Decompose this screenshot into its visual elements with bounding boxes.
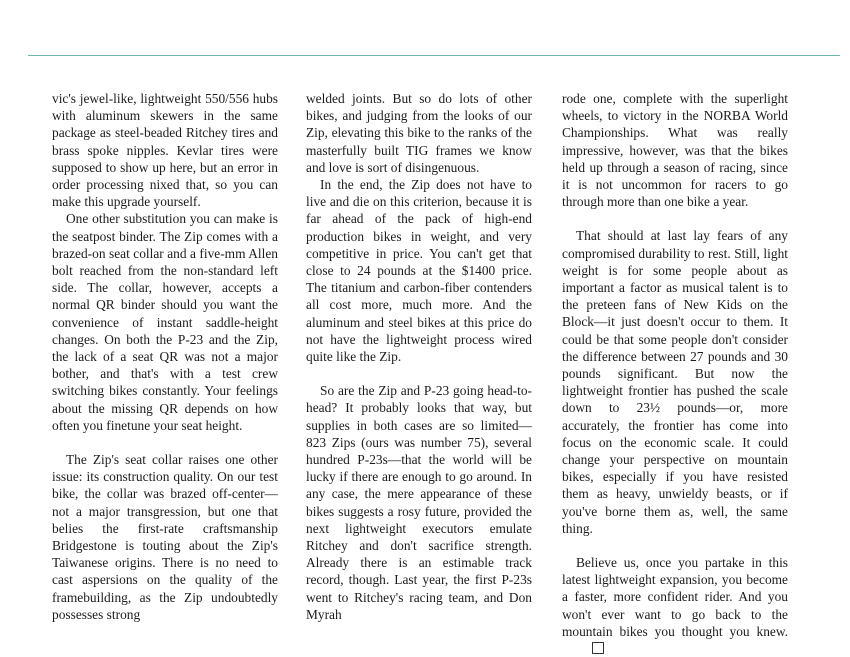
article-column-3 bbox=[562, 90, 788, 657]
paragraph: rode one, complete with the superlight wheels, to victory in the NORBA World Championships. What was really impressive, however, was that the bikes held up through a season of racing, since it is not uncommon for racers to go through more than one bike a year. bbox=[562, 91, 788, 210]
paragraph: So are the Zip and P-23 going head-to-head? It probably looks that way, but supplies in both cases are so limited—823 Zips (ours was number 75), several hundred P-23s—that the world will be lucky if there are enough to go around. In any case, the mere appearance of these bikes suggests a rosy future, provided the next lightweight executors emulate Ritchey and don't sacrifice strength. Already there is an estimable track record, though. Last year, the first P-23s went to Ritchey's racing team, and Don Myrah bbox=[306, 383, 532, 622]
paragraph-text: Believe us, once you partake in this latest lightweight expansion, you become a faster, more confident rider. And you won't ever want to go back to the mountain bikes you thought you knew. bbox=[562, 555, 788, 639]
paragraph-final bbox=[562, 554, 788, 657]
header-rule bbox=[28, 55, 840, 56]
article-column-1 bbox=[52, 90, 278, 623]
paragraph: welded joints. But so do lots of other bikes, and judging from the looks of our Zip, elevating this bike to the ranks of the masterfully built TIG frames we know and love is sort of disingenuous. bbox=[306, 91, 532, 175]
paragraph: In the end, the Zip does not have to live and die on this criterion, because it is far ahead of the pack of high-end production bikes in weight, and very competitive in price. You can't get that close to 24 pounds at the $1400 price. The titanium and carbon-fiber contenders all cost more, much more. And the aluminum and steel bikes at this price do not have the lightweight process wired quite like the Zip. bbox=[306, 177, 532, 365]
paragraph: One other substitution you can make is the seatpost binder. The Zip comes with a brazed-on seat collar and a five-mm Allen bolt reached from the non-standard left side. The collar, however, accepts a normal QR binder should you want the convenience of instant saddle-height changes. On both the P-23 and the Zip, the lack of a seat QR was not a major bother, and that's with a test crew switching bikes constantly. Your feelings about the missing QR depends on how often you finetune your seat height. bbox=[52, 211, 278, 433]
paragraph: That should at last lay fears of any compromised durability to rest. Still, light weight is for some people about as important a factor as musical talent is to the preteen fans of New Kids on the Block—it just doesn't occur to them. It could be that some people don't consider the difference between 27 pounds and 30 pounds significant. But now the lightweight frontier has pushed the scale down to 23½ pounds—or, more accurately, the frontier has come into focus on the economic scale. It could change your perspective on mountain bikes, especially if you have resisted them as heavy, unwieldy beasts, or if you've borne them as, well, the same thing. bbox=[562, 228, 788, 536]
paragraph: The Zip's seat collar raises one other issue: its construction quality. On our test bike, the collar was brazed off-center—not a major transgression, but one that belies the first-rate craftsmanship Bridgestone is touting about the Zip's Taiwanese origins. There is no need to cast aspersions on the quality of the framebuilding, as the Zip undoubtedly possesses strong bbox=[52, 452, 278, 622]
end-mark-icon bbox=[592, 642, 604, 654]
article-column-2 bbox=[306, 90, 532, 623]
paragraph: vic's jewel-like, lightweight 550/556 hubs with aluminum skewers in the same package as steel-beaded Ritchey tires and brass spoke nipples. Kevlar tires were supposed to show up here, but an error in order processing nixed that, so you can make this upgrade yourself. bbox=[52, 91, 278, 210]
